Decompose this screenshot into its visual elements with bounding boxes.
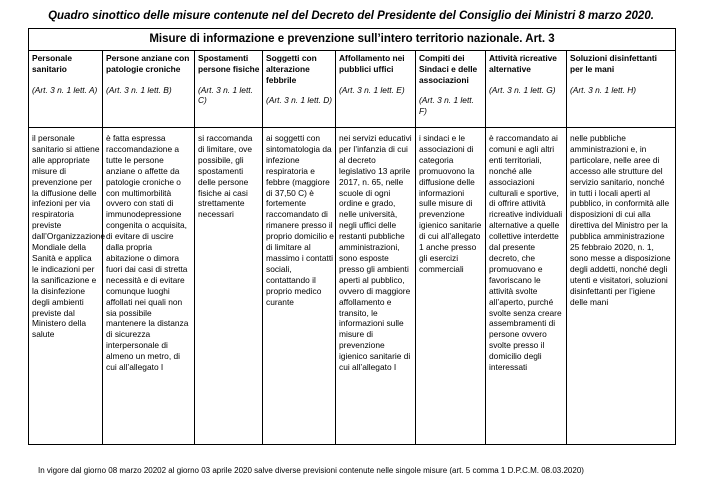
measure-text-sindaci: i sindaci e le associazioni di categoria promuovono la diffusione delle informazioni sulle misure di prevenzione igienico sanitarie di cui all’allegato 1 anche presso gli esercizi commerciali (419, 133, 482, 274)
column-reference: (Art. 3 n. 1 lett. H) (570, 84, 637, 95)
column-heading: Attività ricreative alternative (489, 53, 557, 74)
column-heading: Persone anziane con patologie croniche (106, 53, 190, 74)
column-heading: Personale sanitario (32, 53, 73, 74)
column-heading: Soluzioni disinfettanti per le mani (570, 53, 658, 74)
measure-text-persone-anziane: è fatta espressa raccomandazione a tutte le persone anziane o affette da patologie croniche o con multimorbilità ovvero con stati di immunodepressione congenita o acquisita, di evitare di uscire dalla propria abitazione o dimora fuori dai casi di stretta necessità e di evitare comunque luoghi affollati nei quali non sia possibile mantenere la distanza di sicurezza interpersonale di almeno un metro, di cui all’allegato I (106, 133, 189, 373)
column-heading: Affollamento nei pubblici uffici (339, 53, 405, 74)
column-reference: (Art. 3 n. 1 lett. G) (489, 84, 556, 95)
row-divider (29, 127, 675, 128)
column-header-soluzioni-disinfettanti (570, 53, 672, 95)
column-divider (335, 50, 336, 444)
measure-text-alterazione-febbrile: ai soggetti con sintomatologia da infezione respiratoria e febbre (maggiore di 37,50 C) è fortemente raccomandato di rimanere presso il proprio domicilio e di limitare al massimo i contatti sociali, contattando il proprio medico curante (266, 133, 334, 307)
table-subheading: Misure di informazione e prevenzione sull’intero territorio nazionale. Art. 3 (149, 33, 555, 45)
column-header-affollamento (339, 53, 413, 95)
column-header-attivita-ricreative (489, 53, 564, 95)
measure-text-affollamento: nei servizi educativi per l’infanzia di cui al decreto legislativo 13 aprile 2017, n. 65, nelle scuole di ogni ordine e grado, nelle università, negli uffici delle restanti pubbliche amministrazioni, sono esposte presso gli ambienti aperti al pubblico, ovvero di maggiore affollamento e transito, le informazioni sulle misure di prevenzione igienico sanitarie di cui all’allegato I (339, 133, 412, 373)
column-divider (415, 50, 416, 444)
document-title: Quadro sinottico delle misure contenute nel del Decreto del Presidente del Consiglio dei Ministri 8 marzo 2020. (48, 10, 654, 22)
column-reference: (Art. 3 n. 1 lett. F) (419, 95, 474, 117)
column-heading: Compiti dei Sindaci e delle associazioni (419, 53, 478, 85)
column-header-spostamenti (198, 53, 260, 106)
measure-text-soluzioni-disinfettanti: nelle pubbliche amministrazioni e, in particolare, nelle aree di accesso alle strutture del servizio sanitario, nonché in tutti i locali aperti al pubblico, in conformità alle disposizioni di cui alla direttiva del Ministro per la pubblica amministrazione 25 febbraio 2020, n. 1, sono messe a disposizione degli addetti, nonché degli utenti e visitatori, soluzioni disinfettanti per l’igiene delle mani (570, 133, 671, 307)
column-heading: Soggetti con alterazione febbrile (266, 53, 317, 85)
column-divider (262, 50, 263, 444)
column-header-personale-sanitario (32, 53, 99, 95)
synoptic-table (28, 28, 676, 445)
measure-text-personale-sanitario: il personale sanitario si attiene alle appropriate misure di prevenzione per la diffusione delle infezioni per via respiratoria previste dall’Organizzazione Mondiale della Sanità e applica le indicazioni per la sanificazione e la disinfezione degli ambienti previste dal Ministero della salute (32, 133, 106, 340)
column-divider (102, 50, 103, 444)
column-reference: (Art. 3 n. 1 lett. B) (106, 84, 172, 95)
validity-footnote: In vigore dal giorno 08 marzo 20202 al giorno 03 aprile 2020 salve diverse previsioni contenute nelle singole misure (art. 5 comma 1 D.P.C.M. 08.03.2020) (38, 466, 584, 475)
column-reference: (Art. 3 n. 1 lett. D) (266, 95, 333, 106)
column-reference: (Art. 3 n. 1 lett. A) (32, 84, 98, 95)
column-header-alterazione-febbrile (266, 53, 333, 106)
column-divider (485, 50, 486, 444)
column-reference: (Art. 3 n. 1 lett. E) (339, 84, 405, 95)
column-divider (194, 50, 195, 444)
measure-text-spostamenti: si raccomanda di limitare, ove possibile, gli spostamenti delle persone fisiche ai casi strettamente necessari (198, 133, 253, 220)
column-header-sindaci (419, 53, 483, 117)
column-heading: Spostamenti persone fisiche (198, 53, 260, 74)
row-divider (29, 50, 675, 51)
column-reference: (Art. 3 n. 1 lett. C) (198, 84, 253, 106)
column-divider (566, 50, 567, 444)
column-header-persone-anziane (106, 53, 191, 95)
measure-text-attivita-ricreative: è raccomandato ai comuni e agli altri enti territoriali, nonché alle associazioni culturali e sportive, di offrire attività ricreative individuali alternative a quelle collettive interdette dal presente decreto, che promuovano e favoriscano le attività svolte all’aperto, purché svolte senza creare assembramenti di persone ovvero svolte presso il domicilio degli interessati (489, 133, 563, 373)
